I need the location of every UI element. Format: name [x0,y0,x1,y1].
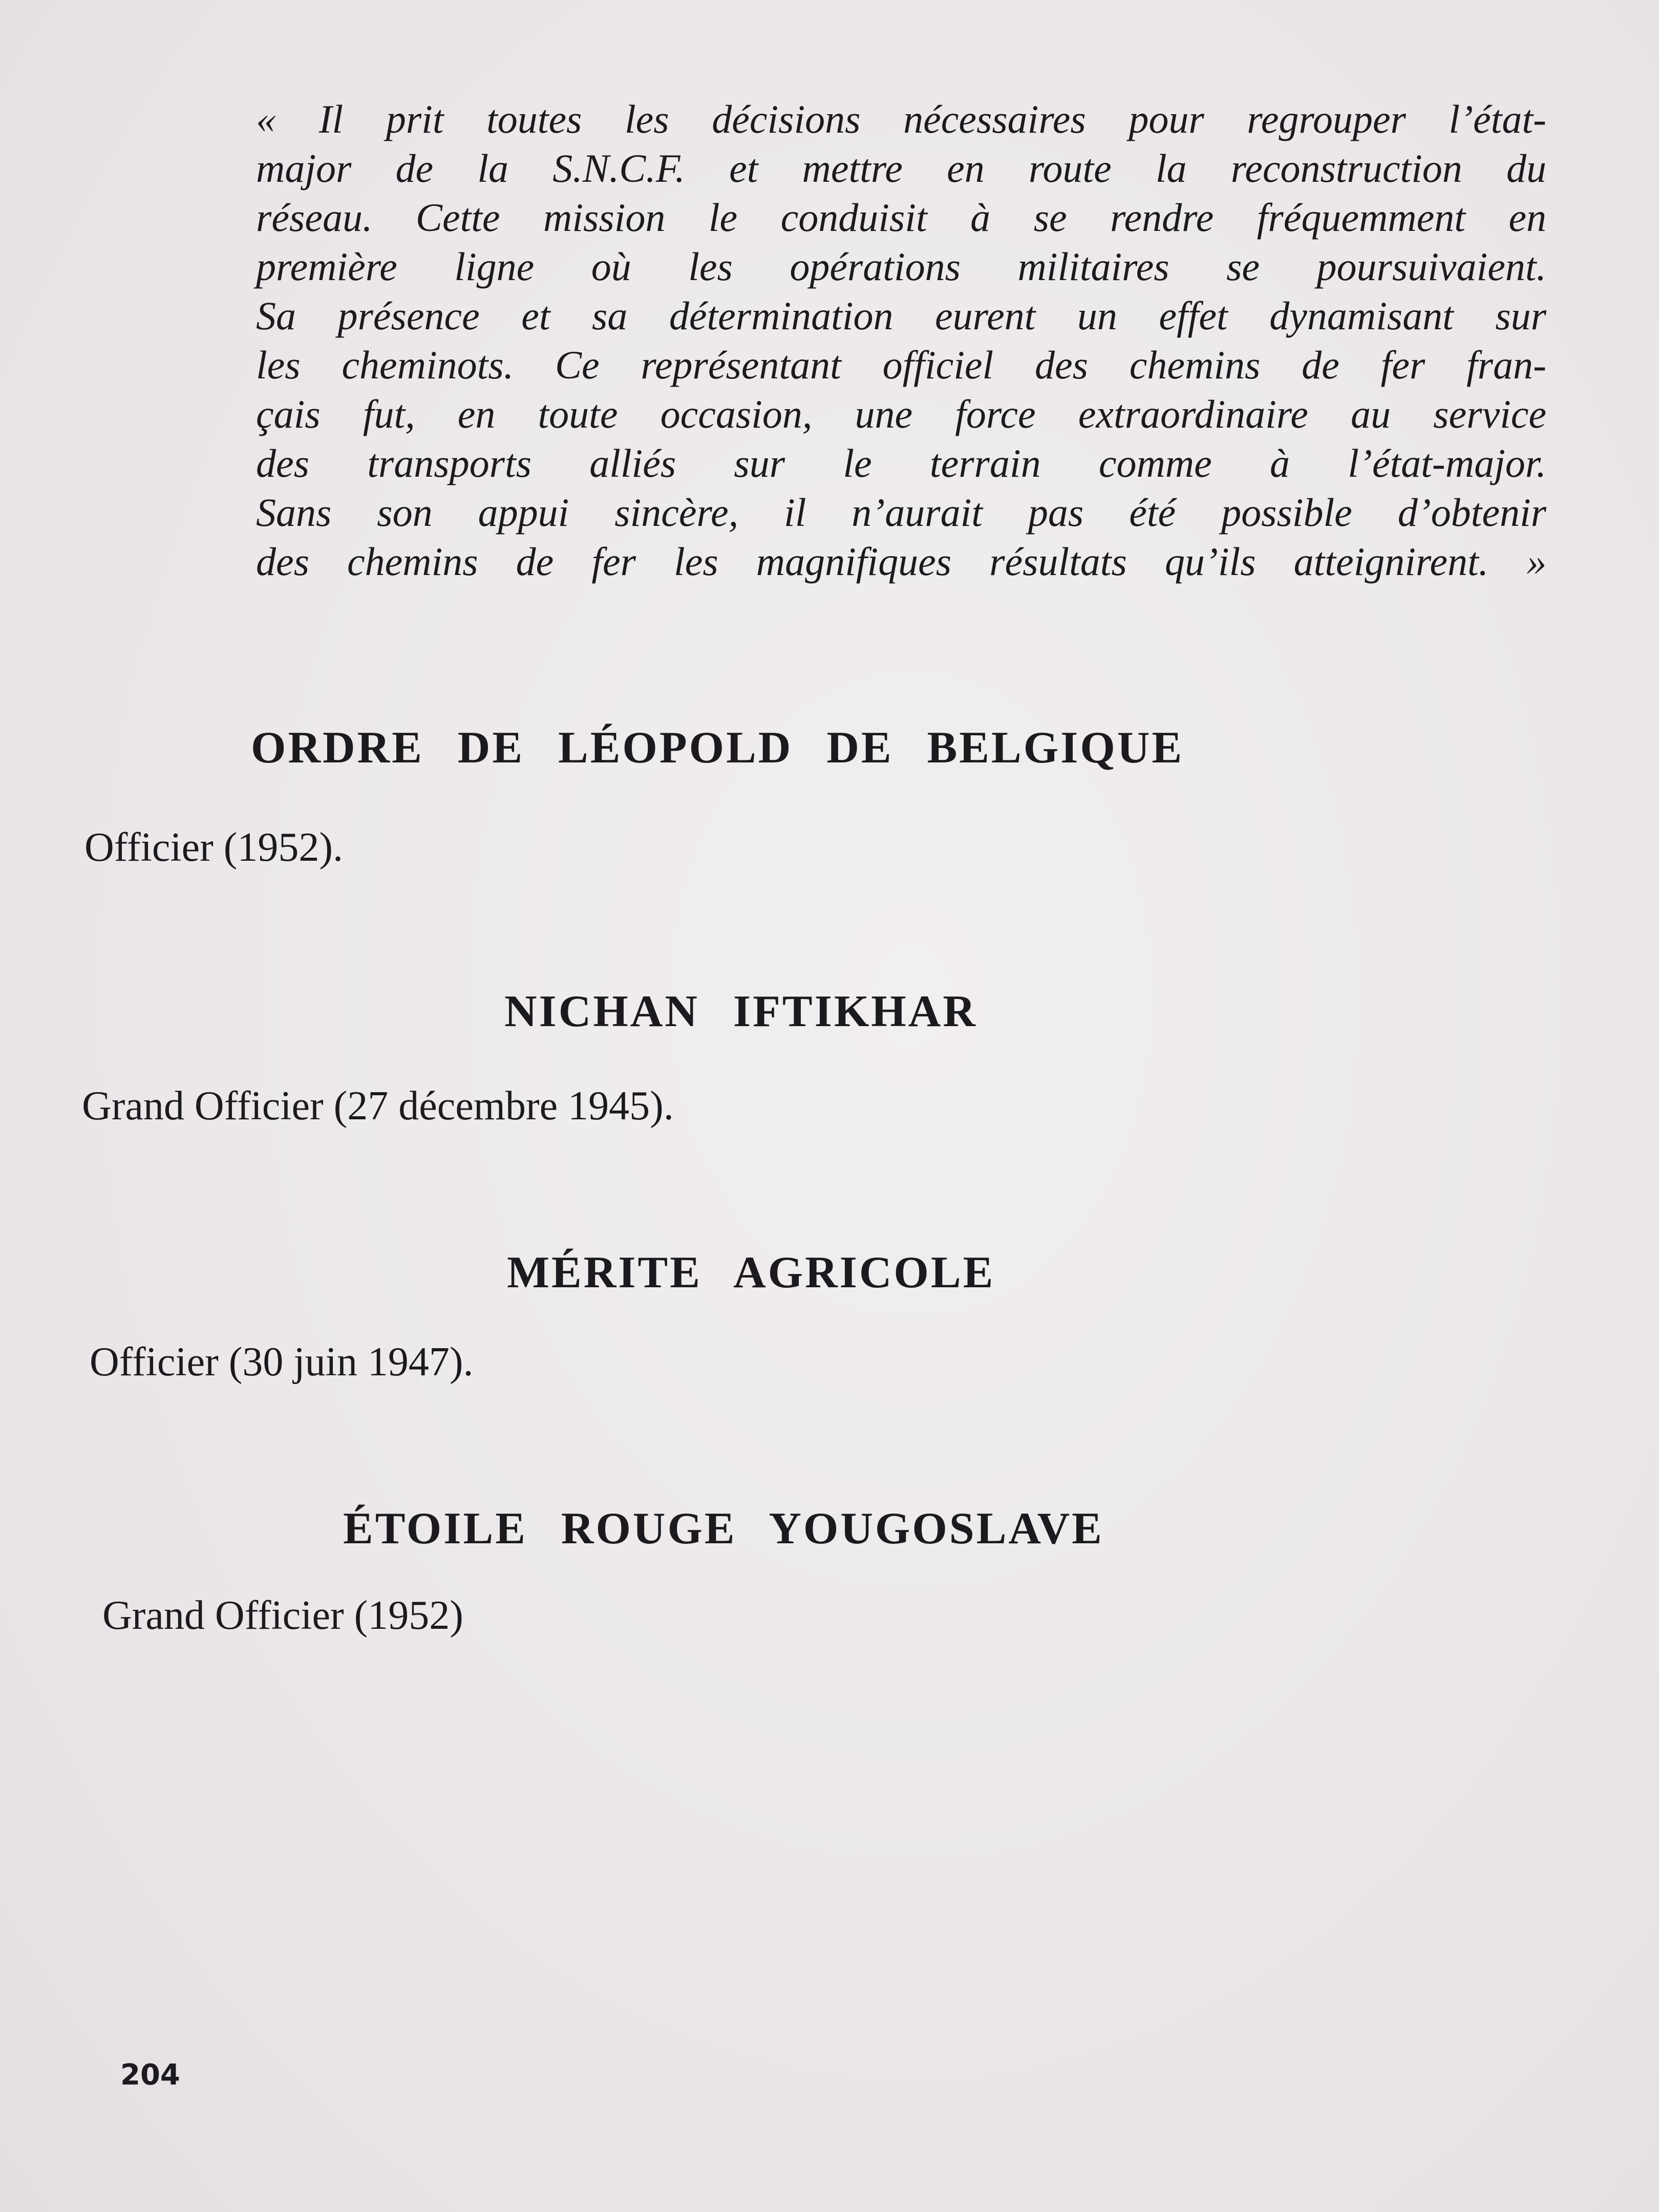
quote-line: première ligne où les opérations militaires se poursuivaient. [256,244,1546,289]
quote-line: Sa présence et sa détermination eurent un effet dynamisant sur [256,293,1546,338]
section-entry-etoile: Grand Officier (1952) [102,1593,463,1638]
section-entry-merite: Officier (30 juin 1947). [90,1339,474,1385]
quote-line: réseau. Cette mission le conduisit à se rendre fréquemment en [256,195,1546,240]
page-number: 204 [120,2058,180,2092]
quote-line: major de la S.N.C.F. et mettre en route la reconstruction du [256,146,1546,190]
quote-line: Sans son appui sincère, il n’aurait pas été possible d’obtenir [256,490,1546,535]
quote-line: des chemins de fer les magnifiques résultats qu’ils atteignirent. » [256,539,1547,584]
quote-line: çais fut, en toute occasion, une force extraordinaire au service [256,392,1546,436]
quote-line: les cheminots. Ce représentant officiel des chemins de fer fran- [256,343,1546,387]
section-heading-nichan: NICHAN IFTIKHAR [504,987,977,1036]
quote-line: des transports alliés sur le terrain comme à l’état-major. [256,441,1546,485]
section-entry-nichan: Grand Officier (27 décembre 1945). [82,1083,674,1129]
quote-line: « Il prit toutes les décisions nécessaires pour regrouper l’état- [256,97,1546,141]
section-entry-leopold: Officier (1952). [84,825,343,870]
section-heading-merite: MÉRITE AGRICOLE [507,1248,995,1298]
quotation-block [256,95,1546,586]
section-heading-etoile: ÉTOILE ROUGE YOUGOSLAVE [343,1504,1104,1554]
section-heading-leopold: ORDRE DE LÉOPOLD DE BELGIQUE [251,723,1184,773]
